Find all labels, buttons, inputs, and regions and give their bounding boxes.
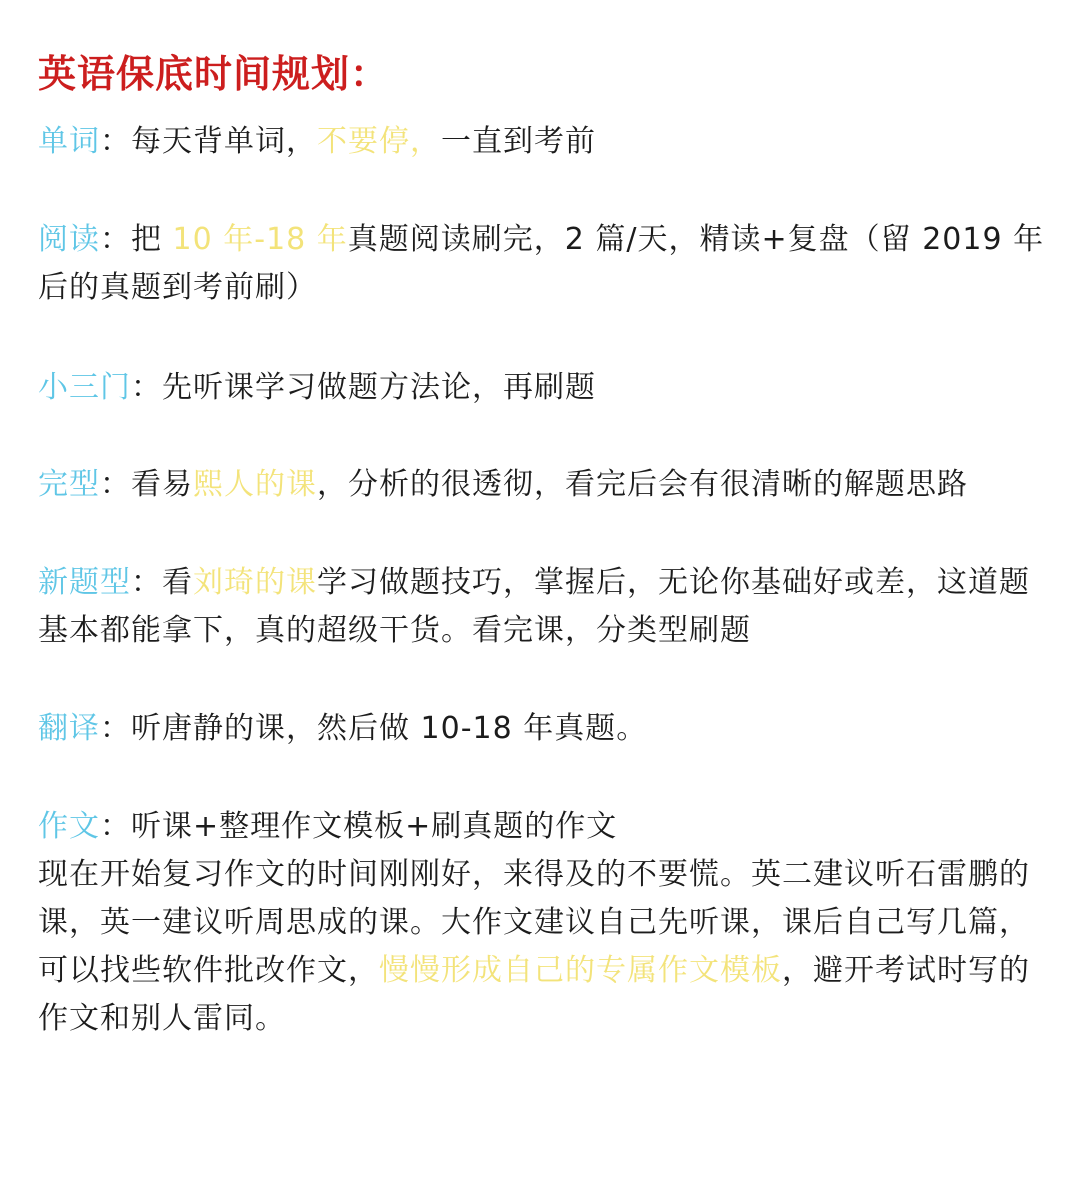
section-text: 听课+整理作文模板+刷真题的作文 bbox=[131, 809, 618, 844]
section-text: 学习做题技巧，掌握后，无论你基础好或差，这道题基本都能拿下，真的超级干货。看完课，分类型刷题 bbox=[38, 565, 1030, 648]
section-text: 把 bbox=[131, 222, 173, 257]
section-label-translation: 翻译 bbox=[38, 711, 100, 746]
section-new-question-type bbox=[38, 559, 1058, 655]
section-label-cloze: 完型 bbox=[38, 467, 100, 502]
highlight-text: 10 年-18 年 bbox=[172, 222, 348, 257]
section-label-vocabulary: 单词 bbox=[38, 124, 100, 159]
section-writing bbox=[38, 803, 1058, 1043]
section-text: 真题阅读刷完，2 篇/天，精读+复盘（留 2019 年后的真题到考前刷） bbox=[38, 222, 1045, 305]
section-separator: ： bbox=[100, 222, 131, 257]
section-separator: ： bbox=[100, 711, 131, 746]
highlight-text: 刘琦的课 bbox=[193, 565, 317, 600]
section-cloze bbox=[38, 461, 1058, 509]
section-text: 现在开始复习作文的时间刚刚好，来得及的不要慌。英二建议听石雷鹏的课，英一建议听周思成的课。大作文建议自己先听课，课后自己写几篇，可以找些软件批改作文， bbox=[38, 857, 1030, 988]
section-text: 一直到考前 bbox=[441, 124, 596, 159]
section-vocabulary bbox=[38, 118, 1058, 166]
section-text: ，分析的很透彻，看完后会有很清晰的解题思路 bbox=[317, 467, 968, 502]
section-text: 先听课学习做题方法论，再刷题 bbox=[162, 370, 596, 405]
section-three-subjects bbox=[38, 364, 1058, 412]
section-separator: ： bbox=[100, 809, 131, 844]
section-text: 看易 bbox=[131, 467, 193, 502]
highlight-text: 熙人的课 bbox=[193, 467, 317, 502]
highlight-text: 不要停， bbox=[317, 124, 441, 159]
section-reading bbox=[38, 216, 1058, 312]
section-separator: ： bbox=[131, 370, 162, 405]
section-text: 每天背单词， bbox=[131, 124, 317, 159]
section-label-new-question-type: 新题型 bbox=[38, 565, 131, 600]
section-label-reading: 阅读 bbox=[38, 222, 100, 257]
highlight-text: 慢慢形成自己的专属作文模板 bbox=[379, 953, 782, 988]
page-title: 英语保底时间规划： bbox=[38, 52, 390, 96]
section-label-three-subjects: 小三门 bbox=[38, 370, 131, 405]
section-separator: ： bbox=[100, 467, 131, 502]
section-separator: ： bbox=[131, 565, 162, 600]
section-text: 听唐静的课，然后做 10-18 年真题。 bbox=[131, 711, 648, 746]
section-translation bbox=[38, 705, 1058, 753]
section-text: ，避开考试时写的作文和别人雷同。 bbox=[38, 953, 1030, 1036]
section-label-writing: 作文 bbox=[38, 809, 100, 844]
section-text: 看 bbox=[162, 565, 193, 600]
section-separator: ： bbox=[100, 124, 131, 159]
